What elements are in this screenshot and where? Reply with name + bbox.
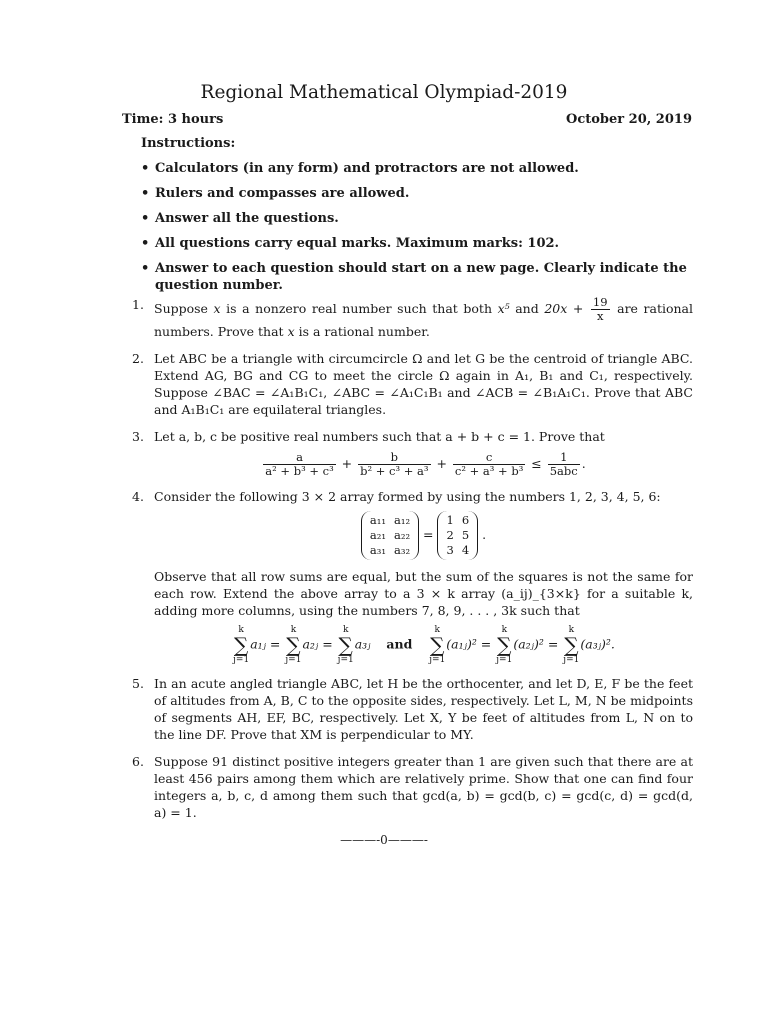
bullet-icon: • (141, 211, 150, 226)
instruction-item: • Rulers and compasses are allowed. (141, 186, 410, 201)
problem-number: 4. (132, 489, 144, 504)
instructions-list (141, 160, 693, 302)
instruction-item: • Answer to each question should start on a new page. Clearly indicate the question number. (141, 261, 687, 293)
problem-2: 2. Let ABC be a triangle with circumcircle Ω and let G be the centroid of triangle ABC. Extend AG, BG and CG to meet the circle Ω again in A₁, B₁ and C₁, respectively. Suppose ∠BAC = ∠A₁B₁C₁, ∠ABC = ∠A₁C₁B₁ and ∠ACB = ∠B₁A₁C₁. Prove that ABC and A₁B₁C₁ are equilateral triangles. (132, 351, 693, 417)
problem-number: 1. (132, 297, 144, 312)
problems-list (132, 296, 693, 831)
sum-conditions-display: k ∑ j=1a₁ⱼ = k ∑ j=1a₂ⱼ = k ∑ j=1a₃ⱼ and k ∑ j=1(a₁ⱼ)² = k ∑ j=1(a₂ⱼ)² = k ∑ j=1(a₃ⱼ)². (233, 625, 615, 665)
exam-date: October 20, 2019 (566, 112, 692, 127)
instruction-item: • All questions carry equal marks. Maximum marks: 102. (141, 236, 560, 251)
bullet-icon: • (141, 186, 150, 201)
fraction: $\frac{19}{x}$ (592, 295, 608, 323)
problem-number: 5. (132, 676, 144, 691)
page-footer: ———-0———- (340, 833, 428, 847)
problem-number: 6. (132, 754, 144, 769)
bullet-icon: • (141, 161, 150, 176)
bullet-icon: • (141, 236, 150, 251)
matrix-display: a₁₁ a₁₂ a₂₁ a₂₂ a₃₁ a₃₂ = 1 6 2 5 3 4 . (154, 511, 693, 560)
instructions-heading: Instructions: (141, 136, 236, 151)
problem-3: 3. Let a, b, c be positive real numbers such that a + b + c = 1. Prove that $\frac{a}{\text{a² + b³ + c³}}$ + $\frac{b}{\text{b² + c³ + a³}}$ + $\frac{c}{\text{c² + a³ + b³}}$ ≤ $\frac{1}{\text{5abc}}$ . (132, 428, 693, 478)
problem-number: 3. (132, 429, 144, 444)
exam-duration: Time: 3 hours (122, 112, 224, 127)
page-title: Regional Mathematical Olympiad-2019 (200, 82, 568, 103)
problem-4: 4. Consider the following 3 × 2 array formed by using the numbers 1, 2, 3, 4, 5, 6: a₁₁ a₁₂ a₂₁ a₂₂ a₃₁ a₃₂ = 1 6 2 5 3 4 . Observe that all row sums are equal, but the sum of the squares is not the same for each row. Extend the above array to a 3 × k array (a_ij)_{3×k} for a suitable k, adding more columns, using the numbers 7, 8, 9, . . . , 3k such that k ∑ j=1a₁ⱼ = k ∑ j=1a₂ⱼ = k ∑ j=1a₃ⱼ and k ∑ j=1(a₁ⱼ)² = k ∑ j=1(a₂ⱼ)² = k ∑ j=1(a₃ⱼ)². (132, 489, 693, 665)
problem-6: 6. Suppose 91 distinct positive integers greater than 1 are given such that there are at least 456 pairs among them which are relatively prime. Show that one can find four integers a, b, c, d among them such that gcd(a, b) = gcd(b, c) = gcd(c, d) = gcd(d, a) = 1. (132, 754, 693, 820)
problem-1: 1. Suppose x is a nonzero real number such that both x⁵ and 20x + $\frac{19}{x}$ are rational numbers. Prove that x is a rational number. (132, 295, 693, 339)
problem-5: 5. In an acute angled triangle ABC, let H be the orthocenter, and let D, E, F be the feet of altitudes from A, B, C to the opposite sides, respectively. Let L, M, N be midpoints of segments AH, EF, BC, respectively. Let X, Y be feet of altitudes from L, N on to the line DF. Prove that XM is perpendicular to MY. (132, 676, 693, 742)
problem-number: 2. (132, 351, 144, 366)
matrix-left: a₁₁ a₁₂ a₂₁ a₂₂ a₃₁ a₃₂ (361, 511, 419, 560)
bullet-icon: • (141, 261, 150, 276)
instruction-item: • Answer all the questions. (141, 211, 339, 226)
instruction-item: • Calculators (in any form) and protractors are not allowed. (141, 161, 579, 176)
inequality-display: $\frac{a}{\text{a² + b³ + c³}}$ + $\frac{b}{\text{b² + c³ + a³}}$ + $\frac{c}{\text{c² + a³ + b³}}$ ≤ $\frac{1}{\text{5abc}}$ . (265, 450, 586, 478)
matrix-right: 1 6 2 5 3 4 (437, 511, 478, 560)
